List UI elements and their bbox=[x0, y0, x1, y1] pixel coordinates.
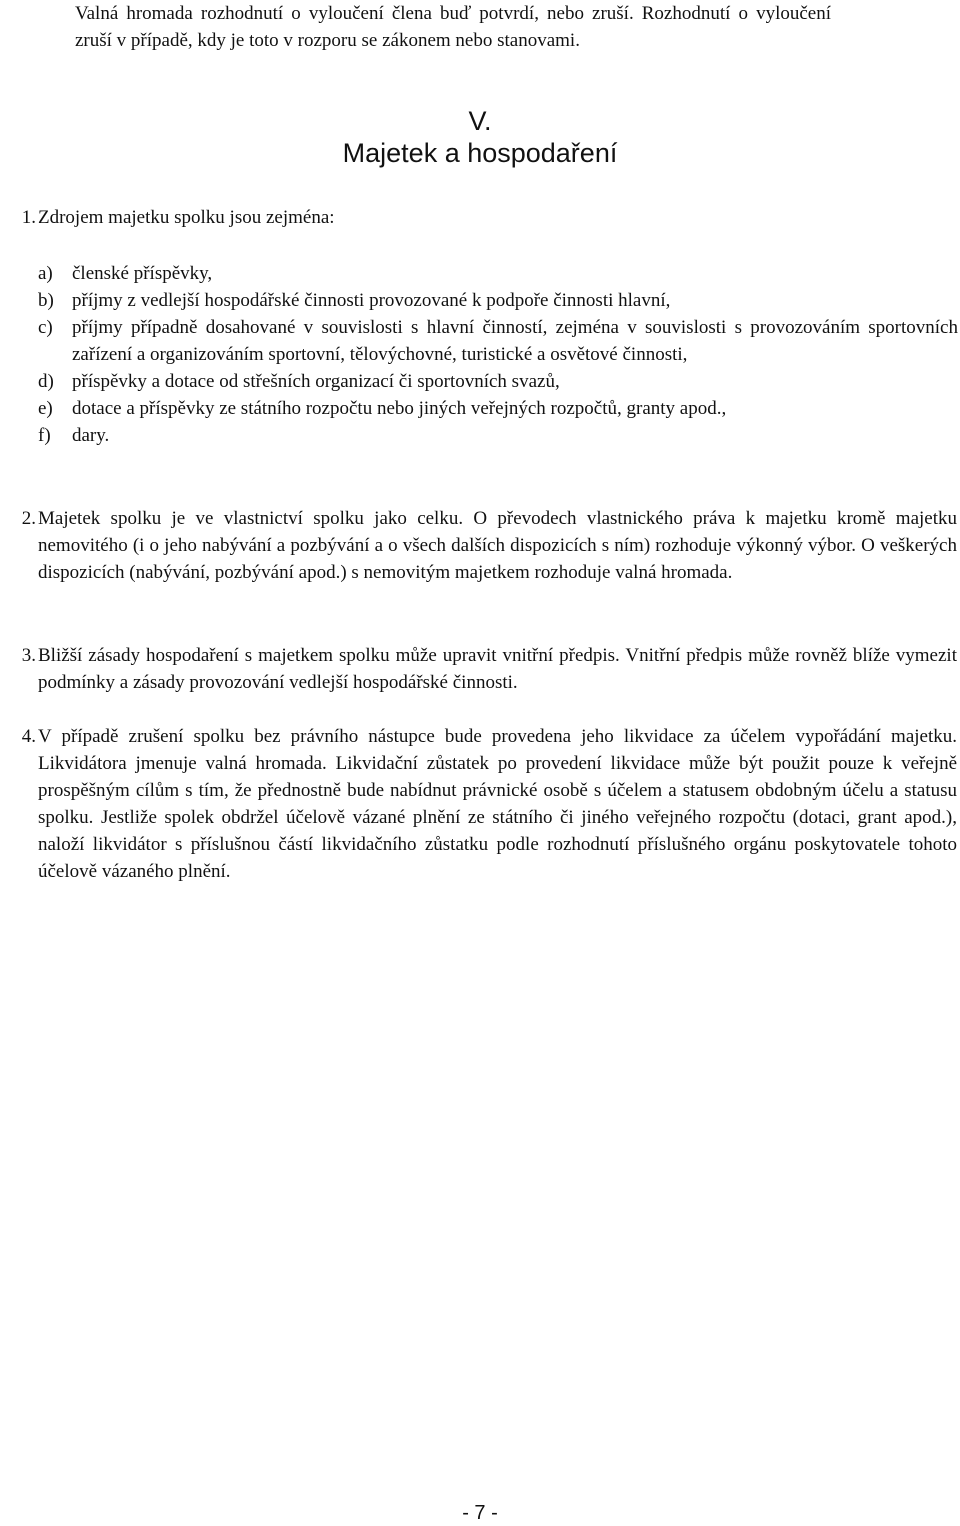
intro-paragraph: Valná hromada rozhodnutí o vyloučení člena buď potvrdí, nebo zruší. Rozhodnutí o vyloučení zruší v případě, kdy je toto v rozporu se zákonem nebo stanovami. bbox=[75, 3, 831, 51]
list-item bbox=[38, 368, 958, 395]
paragraph-text: V případě zrušení spolku bez právního nástupce bude provedena jeho likvidace za účelem vypořádání majetku. Likvidátora jmenuje valná hromada. Likvidační zůstatek po provedení likvidace může být použit pouze k veřejně prospěšným cílům s tím, že přednostně bude nabídnut právnické osobě s účelem a statusem obdobným účelu a statusu spolku. Jestliže spolek obdržel účelově vázané plnění ze státního či jiného veřejného rozpočtu (dotaci, grant apod.), naloží likvidátor s příslušnou částí likvidačního zůstatku podle rozhodnutí příslušného orgánu poskytovatele tohoto účelově vázaného plnění. bbox=[38, 726, 957, 882]
list-item bbox=[38, 422, 958, 449]
paragraph-number: 4. bbox=[21, 726, 36, 747]
list-item bbox=[38, 287, 958, 314]
section-number: V. bbox=[468, 106, 492, 136]
list-letter: b) bbox=[38, 290, 54, 311]
list-item bbox=[38, 395, 958, 422]
list-letter: f) bbox=[38, 425, 51, 446]
paragraph-text: Bližší zásady hospodaření s majetkem spolku může upravit vnitřní předpis. Vnitřní předpis může rovněž blíže vymezit podmínky a zásady provozování vedlejší hospodářské činnosti. bbox=[38, 645, 957, 693]
list-item-text: dotace a příspěvky ze státního rozpočtu nebo jiných veřejných rozpočtů, granty apod., bbox=[72, 398, 727, 419]
paragraph-text: Majetek spolku je ve vlastnictví spolku jako celku. O převodech vlastnického práva k majetku kromě majetku nemovitého (i o jeho nabývání a pozbývání a o všech dalších dispozicích s ním) rozhoduje výkonný výbor. O veškerých dispozicích (nabývání, pozbývání apod.) s nemovitým majetkem rozhoduje valná hromada. bbox=[38, 508, 957, 583]
list-letter: e) bbox=[38, 398, 53, 419]
list-item bbox=[38, 314, 958, 368]
list-letter: d) bbox=[38, 371, 54, 392]
paragraph-number: 1. bbox=[21, 207, 36, 228]
list-letter: a) bbox=[38, 263, 53, 284]
list-item bbox=[38, 260, 958, 287]
list-item-text: příjmy případně dosahované v souvislosti s hlavní činností, zejména v souvislosti s provozováním sportovních zařízení a organizováním sportovní, tělovýchovné, turistické a osvětové činnosti, bbox=[72, 317, 958, 365]
paragraph-number: 2. bbox=[21, 508, 36, 529]
list-item-text: dary. bbox=[72, 425, 110, 446]
list-letter: c) bbox=[38, 317, 53, 338]
list-item-text: příspěvky a dotace od střešních organizací či sportovních svazů, bbox=[72, 371, 560, 392]
income-sources-list bbox=[38, 260, 958, 449]
list-item-text: členské příspěvky, bbox=[72, 263, 213, 284]
paragraph-number: 3. bbox=[21, 645, 36, 666]
paragraph-text: Zdrojem majetku spolku jsou zejména: bbox=[38, 207, 335, 228]
list-item-text: příjmy z vedlejší hospodářské činnosti provozované k podpoře činnosti hlavní, bbox=[72, 290, 671, 311]
page-number: - 7 - bbox=[462, 1502, 498, 1524]
section-title: Majetek a hospodaření bbox=[342, 138, 618, 168]
